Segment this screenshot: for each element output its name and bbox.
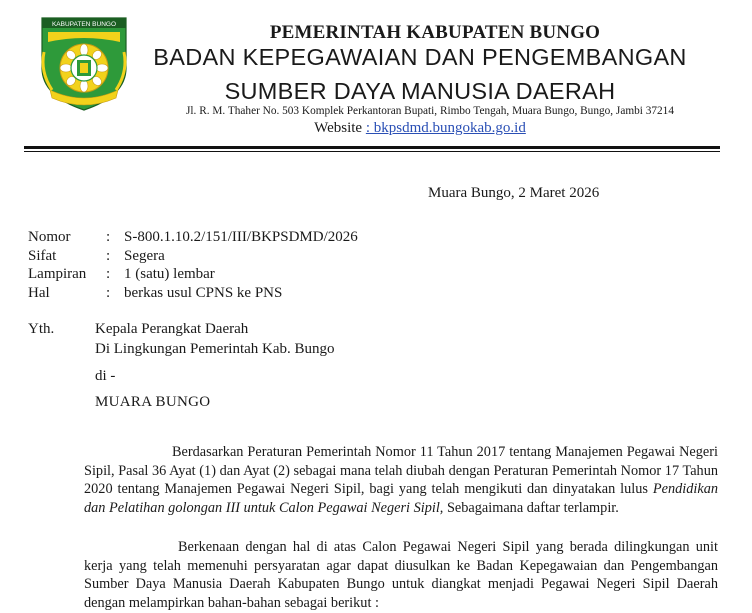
recipient-lines [95, 320, 335, 359]
letter-meta [28, 228, 358, 302]
meta-value: 1 (satu) lembar [124, 266, 215, 282]
website-link[interactable]: : bkpsdmd.bungokab.go.id [365, 120, 526, 136]
meta-key: Lampiran [28, 266, 87, 282]
letter-date: Muara Bungo, 2 Maret 2026 [428, 185, 600, 201]
meta-value: S-800.1.10.2/151/III/BKPSDMD/2026 [124, 229, 358, 245]
meta-row-lampiran [28, 265, 358, 284]
recipient-label: Yth. [28, 321, 55, 337]
meta-key: Nomor [28, 229, 71, 245]
meta-colon: : [106, 229, 111, 245]
meta-value: berkas usul CPNS ke PNS [124, 284, 283, 301]
body-paragraph-1 [84, 443, 718, 517]
recipient-line1: Kepala Perangkat Daerah [95, 321, 249, 337]
website-label: Website [314, 120, 366, 136]
meta-colon: : [106, 284, 111, 301]
paragraph1-text-a: Berdasarkan Peraturan Pemerintah Nomor 11 Tahun 2017 tentang Manajemen Pegawai Negeri Sipil, Pasal 36 Ayat (1) dan Ayat (2) sebagai mana telah diubah dengan Peraturan Pemerintah Nomor 17 Tahun 2020 tentang Manajemen Pegawai Negeri Sipil, bagi yang telah mengikuti dan dinyatakan lulus [84, 444, 718, 497]
body-paragraph-2 [84, 538, 718, 612]
meta-colon: : [106, 266, 111, 282]
office-address: Jl. R. M. Thaher No. 503 Komplek Perkantoran Bupati, Rimbo Tengah, Muara Bungo, Bungo, Jambi 37214 [186, 105, 674, 117]
meta-row-hal [28, 284, 358, 303]
agency-title-line2: SUMBER DAYA MANUSIA DAERAH [224, 78, 616, 104]
paragraph2-text: Berkenaan dengan hal di atas Calon Pegawai Negeri Sipil yang berada dilingkungan unit kerja yang telah memenuhi persyaratan agar dapat diusulkan ke Badan Kepegawaian dan Pengembangan Sumber Daya Manusia Daerah Kabupaten Bungo untuk diangkat menjadi Pegawai Negeri Sipil Daerah dengan melampirkan bahan-bahan sebagai berikut : [84, 539, 718, 611]
recipient-di: di - [95, 368, 116, 384]
letterhead-divider-thick [24, 146, 720, 149]
meta-key: Sifat [28, 247, 57, 264]
logo-banner-text: KABUPATEN BUNGO [51, 21, 117, 28]
meta-key: Hal [28, 284, 50, 301]
paragraph1-italic: Pendidikan dan Pelatihan golongan III untuk Calon Pegawai Negeri Sipil, [84, 481, 718, 516]
website-line [140, 120, 700, 137]
government-title: PEMERINTAH KABUPATEN BUNGO [269, 22, 601, 43]
meta-colon: : [106, 247, 111, 264]
agency-title-line1: BADAN KEPEGAWAIAN DAN PENGEMBANGAN [153, 44, 687, 70]
meta-row-sifat [28, 247, 358, 266]
kabupaten-bungo-logo [36, 12, 132, 112]
meta-value: Segera [124, 247, 165, 264]
paragraph1-text-b: Sebagaimana daftar terlampir. [443, 499, 619, 516]
recipient-city: MUARA BUNGO [95, 394, 211, 410]
letterhead-divider-thin [24, 151, 720, 152]
recipient-line2: Di Lingkungan Pemerintah Kab. Bungo [95, 340, 335, 357]
meta-row-nomor [28, 228, 358, 247]
